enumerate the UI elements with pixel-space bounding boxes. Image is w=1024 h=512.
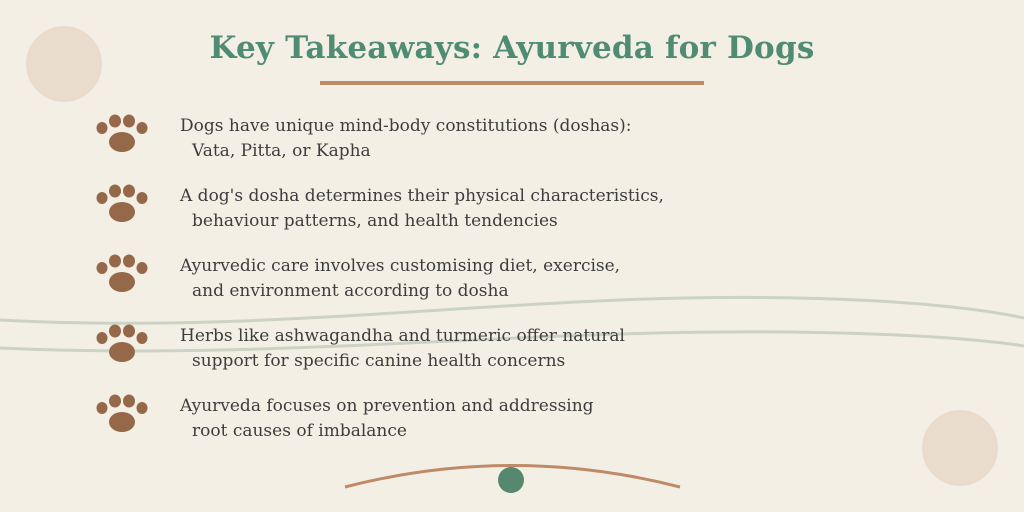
takeaway-line-2: Vata, Pitta, or Kapha [192, 141, 371, 161]
takeaway-item-2 [96, 184, 716, 240]
takeaway-text [180, 324, 625, 374]
title-underline [320, 81, 704, 85]
decorative-circle-bottom-right [922, 410, 998, 486]
takeaway-item-1 [96, 114, 716, 170]
takeaway-text [180, 184, 664, 234]
takeaway-line-1: Ayurveda focuses on prevention and addressing [180, 396, 594, 416]
takeaway-text [180, 254, 620, 304]
takeaway-line-1: Dogs have unique mind-body constitutions (doshas): [180, 116, 632, 136]
takeaway-item-4 [96, 324, 716, 380]
takeaway-line-2: root causes of imbalance [192, 421, 407, 441]
paw-print-icon [96, 394, 150, 434]
takeaway-line-1: A dog's dosha determines their physical characteristics, [180, 186, 664, 206]
takeaway-line-1: Ayurvedic care involves customising diet, exercise, [180, 256, 621, 276]
takeaway-line-2: behaviour patterns, and health tendencies [192, 211, 558, 231]
takeaway-item-3 [96, 254, 716, 310]
takeaway-item-5 [96, 394, 716, 450]
paw-print-icon [96, 254, 150, 294]
takeaway-line-1: Herbs like ashwagandha and turmeric offer natural [180, 326, 625, 346]
paw-print-icon [96, 114, 150, 154]
takeaway-line-2: support for specific canine health concerns [192, 351, 566, 371]
decorative-bottom-dot [498, 467, 524, 493]
paw-print-icon [96, 324, 150, 364]
takeaway-line-2: and environment according to dosha [192, 281, 509, 301]
takeaway-text [180, 114, 632, 164]
takeaway-text [180, 394, 594, 444]
page-title: Key Takeaways: Ayurveda for Dogs [209, 30, 815, 66]
paw-print-icon [96, 184, 150, 224]
